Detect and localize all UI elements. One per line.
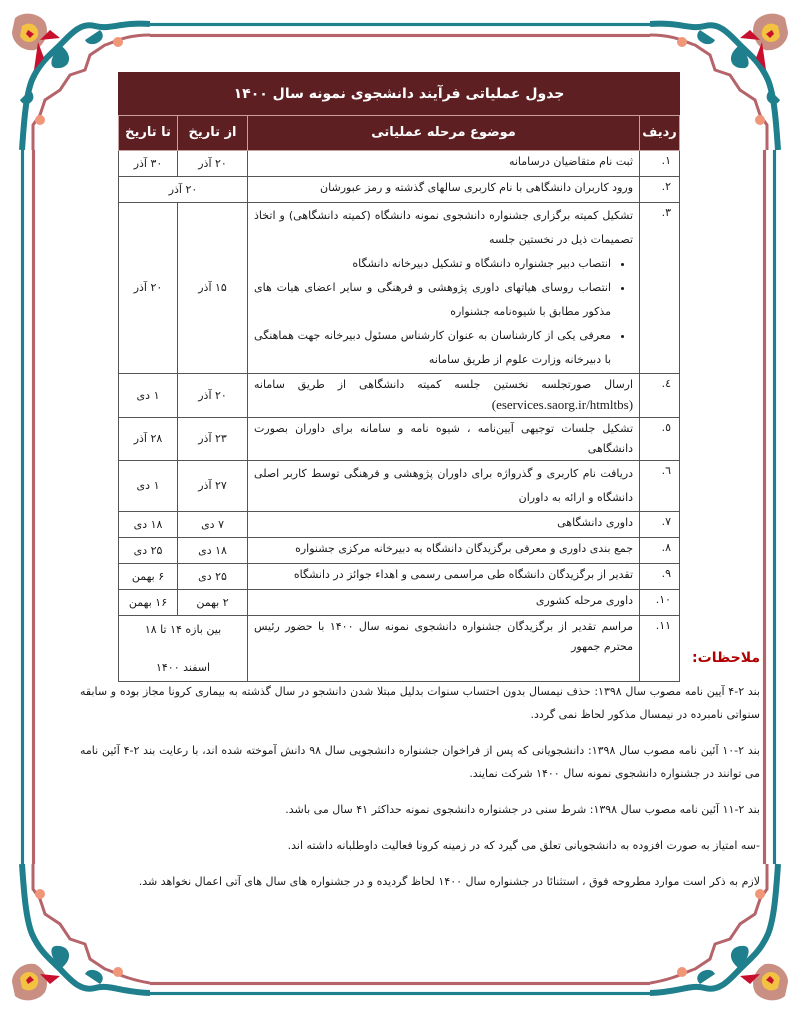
- frame-border-top-teal: [150, 23, 650, 26]
- row-from-date: ۲۰ آذر: [178, 374, 248, 418]
- row-number: ۱۰.: [640, 590, 680, 616]
- row-from-date: ۱۸ دی: [178, 538, 248, 564]
- row-number: ۱.: [640, 151, 680, 177]
- row-topic: ورود کاربران دانشگاهی با نام کاربری سالهای گذشته و رمز عبورشان: [248, 177, 640, 203]
- frame-border-left-red: [32, 150, 35, 864]
- notes-title: ملاحظات:: [692, 650, 760, 666]
- row-topic: داوری دانشگاهی: [248, 512, 640, 538]
- row-to-date: ۲۵ دی: [119, 538, 178, 564]
- row-from-date: ۲۰ آذر: [178, 151, 248, 177]
- table-row: [119, 512, 680, 538]
- date-range-line-1: بین بازه ۱۴ تا ۱۸: [144, 623, 222, 636]
- row-from-date: ۲۳ آذر: [178, 418, 248, 461]
- row-topic: ثبت نام متقاضیان درسامانه: [248, 151, 640, 177]
- row-to-date: ۶ بهمن: [119, 564, 178, 590]
- note-item: لازم به ذکر است موارد مطروحه فوق ، استثنائا در جشنواره سال ۱۴۰۰ لحاظ گردیده و در جشنواره های سال های آتی اعمال نخواهد شد.: [138, 875, 760, 888]
- row-number: ۸.: [640, 538, 680, 564]
- frame-border-right-red: [763, 150, 766, 864]
- column-header-from-date: از تاریخ: [178, 116, 248, 151]
- bullet-item: • انتصاب روسای هیاتهای داوری پژوهشی و فرهنگی و سایر اعضای هیات های مذکور مطابق با شیوه‌نامه جشنواره: [254, 276, 611, 324]
- row-to-date: ۱ دی: [119, 461, 178, 512]
- row-from-date: ۲۷ آذر: [178, 461, 248, 512]
- row-number: ۳.: [640, 203, 680, 374]
- row-topic: [248, 374, 640, 418]
- row-from-date: ۷ دی: [178, 512, 248, 538]
- row-to-date: ۱۶ بهمن: [119, 590, 178, 616]
- row-to-date: ۱ دی: [119, 374, 178, 418]
- frame-border-right-teal: [773, 150, 776, 864]
- bullet-item: • انتصاب دبیر جشنواره دانشگاه و تشکیل دبیرخانه دانشگاه: [254, 252, 611, 276]
- table-row: [119, 177, 680, 203]
- row-topic: جمع بندی داوری و معرفی برگزیدگان دانشگاه به دبیرخانه مرکزی جشنواره: [248, 538, 640, 564]
- row-to-date: ۲۰ آذر: [119, 203, 178, 374]
- note-item: -سه امتیاز به صورت افزوده به دانشجویانی تعلق می گیرد که در زمینه کرونا فعالیت داوطلبانه داشته اند.: [287, 839, 760, 852]
- row-to-date: ۲۸ آذر: [119, 418, 178, 461]
- row-topic: تشکیل جلسات توجیهی آیین‌نامه ، شیوه نامه و سامانه برای داوران بصورت دانشگاهی: [248, 418, 640, 461]
- bullet-list: [254, 252, 633, 372]
- table-row: [119, 151, 680, 177]
- row-topic: [248, 203, 640, 374]
- row-number: ٤.: [640, 374, 680, 418]
- table-row: [119, 418, 680, 461]
- row-number: ۹.: [640, 564, 680, 590]
- frame-border-bottom-teal: [150, 992, 650, 995]
- table-row: [119, 203, 680, 374]
- column-header-to-date: تا تاریخ: [119, 116, 178, 151]
- row-number: ۷.: [640, 512, 680, 538]
- row-topic: تقدیر از برگزیدگان دانشگاه طی مراسمی رسمی و اهداء جوائز در دانشگاه: [248, 564, 640, 590]
- table-row: [119, 374, 680, 418]
- row-number: ٦.: [640, 461, 680, 512]
- table-row: [119, 538, 680, 564]
- note-item: بند ۲-۴ آیین نامه مصوب سال ۱۳۹۸: حذف نیمسال بدون احتساب سنوات بدلیل مبتلا شدن دانشجو در سال گذشته به بیماری کرونا مجاز بوده و سابقه سنواتی نامبرده در نیمسال مذکور لحاظ نمی گردد.: [80, 685, 760, 721]
- note-item: بند ۲-۱۰ آئین نامه مصوب سال ۱۳۹۸: دانشجویانی که پس از فراخوان جشنواره دانشجویی سال ۹۸ دانش آموخته شده اند، با رعایت بند ۲-۴ آئین نامه می توانند در جشنواره دانشجوی نمونه سال ۱۴۰۰ شرکت نمایند.: [80, 744, 760, 780]
- note-item: بند ۲-۱۱ آئین نامه مصوب سال ۱۳۹۸: شرط سنی در جشنواره دانشجوی نمونه حداکثر ۴۱ سال می باشد.: [285, 803, 760, 816]
- table-row: [119, 590, 680, 616]
- notes-section: [80, 650, 760, 906]
- frame-border-bottom-red: [150, 982, 650, 985]
- row-topic-text: ارسال صورتجلسه نخستین جلسه کمیته دانشگاهی از طریق سامانه: [254, 378, 634, 391]
- row-number: ۲.: [640, 177, 680, 203]
- service-url-link[interactable]: (eservices.saorg.ir/htmltbs): [491, 397, 634, 412]
- row-from-date: ۲ بهمن: [178, 590, 248, 616]
- frame-border-left-teal: [21, 150, 24, 864]
- row-topic: مراسم تقدیر از برگزیدگان جشنواره دانشجوی نمونه سال ۱۴۰۰ با حضور رئیس محترم جمهور: [248, 616, 640, 682]
- row-from-date: ۲۵ دی: [178, 564, 248, 590]
- table-row: [119, 564, 680, 590]
- bullet-item: • معرفی یکی از کارشناسان به عنوان کارشناس مسئول دبیرخانه جهت هماهنگی با دبیرخانه وزارت علوم از طریق سامانه: [254, 324, 611, 372]
- row-number: ٥.: [640, 418, 680, 461]
- row-from-date: ۱۵ آذر: [178, 203, 248, 374]
- table-title: جدول عملیاتی فرآیند دانشجوی نمونه سال ۱۴۰۰: [119, 73, 680, 116]
- row-topic-text: تشکیل کمیته برگزاری جشنواره دانشجوی نمونه دانشگاه (کمیته دانشگاهی) و اتخاذ تصمیمات ذیل در نخستین جلسه: [254, 209, 634, 246]
- frame-border-top-red: [150, 34, 650, 37]
- row-to-date: ۳۰ آذر: [119, 151, 178, 177]
- row-number: ۱۱.: [640, 616, 680, 682]
- row-topic: دریافت نام کاربری و گذرواژه برای داوران پژوهشی و فرهنگی توسط کاربر اصلی دانشگاه و ارائه به داوران: [248, 461, 640, 512]
- operations-table: [118, 72, 680, 682]
- date-range-line-2: اسفند ۱۴۰۰: [155, 661, 211, 674]
- table-row: [119, 461, 680, 512]
- row-topic: داوری مرحله کشوری: [248, 590, 640, 616]
- column-header-row: ردیف: [640, 116, 680, 151]
- column-header-topic: موضوع مرحله عملیاتی: [248, 116, 640, 151]
- row-date: ۲۰ آذر: [119, 177, 248, 203]
- row-to-date: ۱۸ دی: [119, 512, 178, 538]
